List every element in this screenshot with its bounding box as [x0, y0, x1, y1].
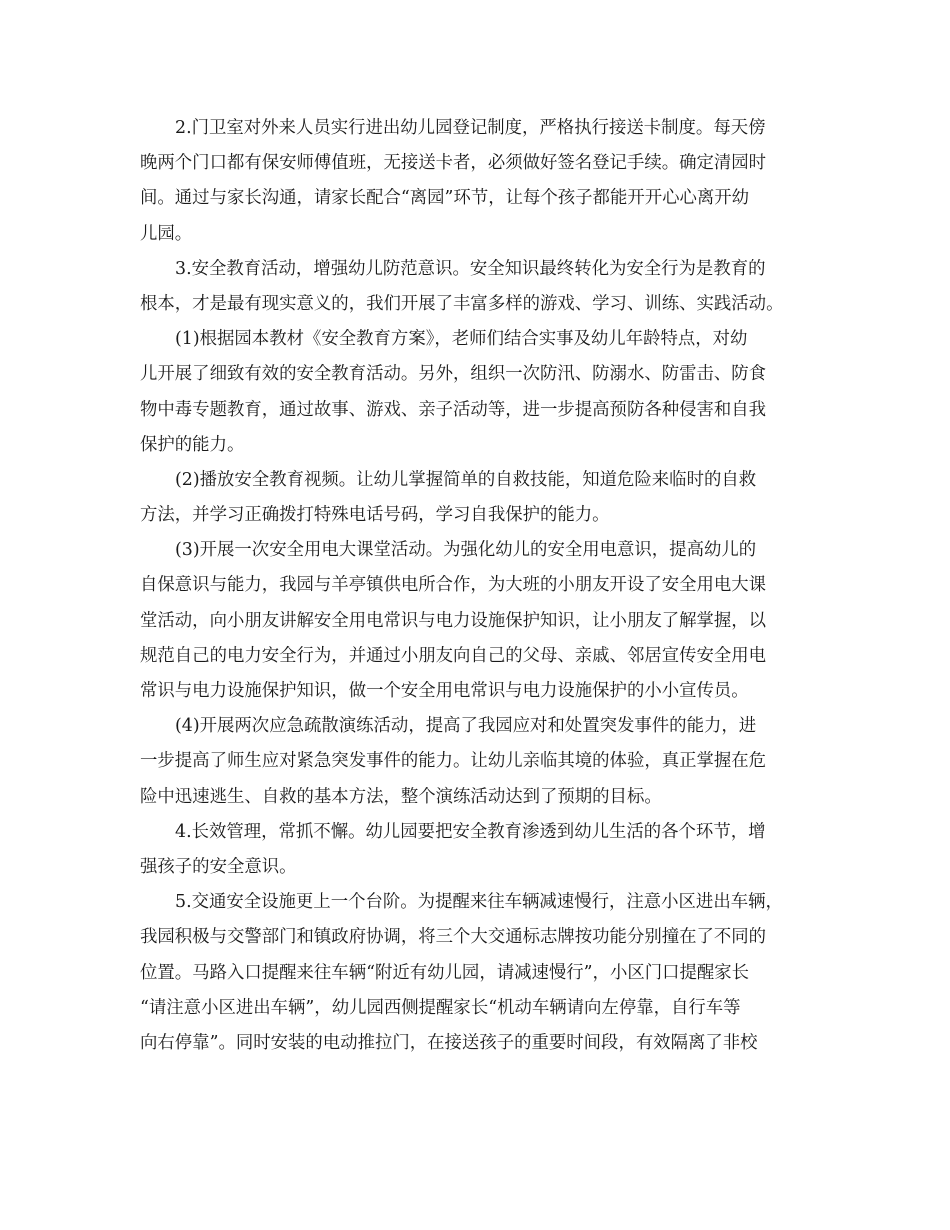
text-line: (3)开展一次安全用电大课堂活动。为强化幼儿的安全用电意识，提高幼儿的: [175, 540, 757, 561]
text-line: 儿开展了细致有效的安全教育活动。另外，组织一次防汛、防溺水、防雷击、防食: [140, 364, 767, 385]
text-line: (1)根据园本教材《安全教育方案》，老师们结合实事及幼儿年龄特点，对幼: [175, 329, 748, 350]
paragraph-item-2-video: [140, 463, 816, 533]
text-line: 向右停靠”。同时安装的电动推拉门，在接送孩子的重要时间段，有效隔离了非校: [140, 1032, 758, 1053]
text-line: 根本，才是最有现实意义的，我们开展了丰富多样的游戏、学习、训练、实践活动。: [140, 293, 784, 314]
paragraph-item-3-electricity: [140, 533, 816, 709]
text-line: (4)开展两次应急疏散演练活动，提高了我园应对和处置突发事件的能力，进: [175, 716, 757, 737]
text-line: 晚两个门口都有保安师傅值班，无接送卡者，必须做好签名登记手续。确定清园时: [140, 153, 767, 174]
document-body: [140, 111, 816, 1061]
text-line: 堂活动，向小朋友讲解安全用电常识与电力设施保护知识，让小朋友了解掌握，以: [140, 610, 767, 631]
text-line: 间。通过与家长沟通，请家长配合“离园”环节，让每个孩子都能开开心心离开幼: [140, 188, 750, 209]
text-line: 3.安全教育活动，增强幼儿防范意识。安全知识最终转化为安全行为是教育的: [175, 258, 766, 279]
text-line: 强孩子的安全意识。: [140, 856, 297, 877]
paragraph-item-1-curriculum: [140, 322, 816, 463]
paragraph-item-4-drill: [140, 709, 816, 815]
text-line: 位置。马路入口提醒来往车辆“附近有幼儿园，请减速慢行”，小区门口提醒家长: [140, 962, 750, 983]
text-line: 险中迅速逃生、自救的基本方法，整个演练活动达到了预期的目标。: [140, 786, 662, 807]
paragraph-safety-education: [140, 252, 816, 322]
text-line: (2)播放安全教育视频。让幼儿掌握简单的自救技能，知道危险来临时的自救: [175, 469, 757, 490]
text-line: 5.交通安全设施更上一个台阶。为提醒来往车辆减速慢行，注意小区进出车辆，: [175, 892, 783, 913]
text-line: 4.长效管理，常抓不懈。幼儿园要把安全教育渗透到幼儿生活的各个环节，增: [175, 821, 766, 842]
text-line: 2.门卫室对外来人员实行进出幼儿园登记制度，严格执行接送卡制度。每天傍: [175, 118, 766, 138]
text-line: “请注意小区进出车辆”，幼儿园西侧提醒家长“机动车辆请向左停靠，自行车等: [140, 997, 741, 1018]
text-line: 方法，并学习正确拨打特殊电话号码，学习自我保护的能力。: [140, 505, 610, 526]
text-line: 保护的能力。: [140, 434, 245, 455]
text-line: 规范自己的电力安全行为，并通过小朋友向自己的父母、亲戚、邻居宣传安全用电: [140, 645, 767, 666]
text-line: 常识与电力设施保护知识，做一个安全用电常识与电力设施保护的小小宣传员。: [140, 681, 749, 701]
text-line: 一步提高了师生应对紧急突发事件的能力。让幼儿亲临其境的体验，真正掌握在危: [140, 751, 767, 772]
text-line: 儿园。: [140, 223, 193, 244]
text-line: 我园积极与交警部门和镇政府协调，将三个大交通标志牌按功能分别撞在了不同的: [140, 927, 767, 948]
text-line: 物中毒专题教育，通过故事、游戏、亲子活动等，进一步提高预防各种侵害和自我: [140, 399, 767, 420]
paragraph-traffic-safety: [140, 885, 816, 1061]
paragraph-gate-registration: [140, 111, 816, 252]
paragraph-long-term-management: [140, 815, 816, 885]
text-line: 自保意识与能力，我园与羊亭镇供电所合作，为大班的小朋友开设了安全用电大课: [140, 575, 767, 596]
